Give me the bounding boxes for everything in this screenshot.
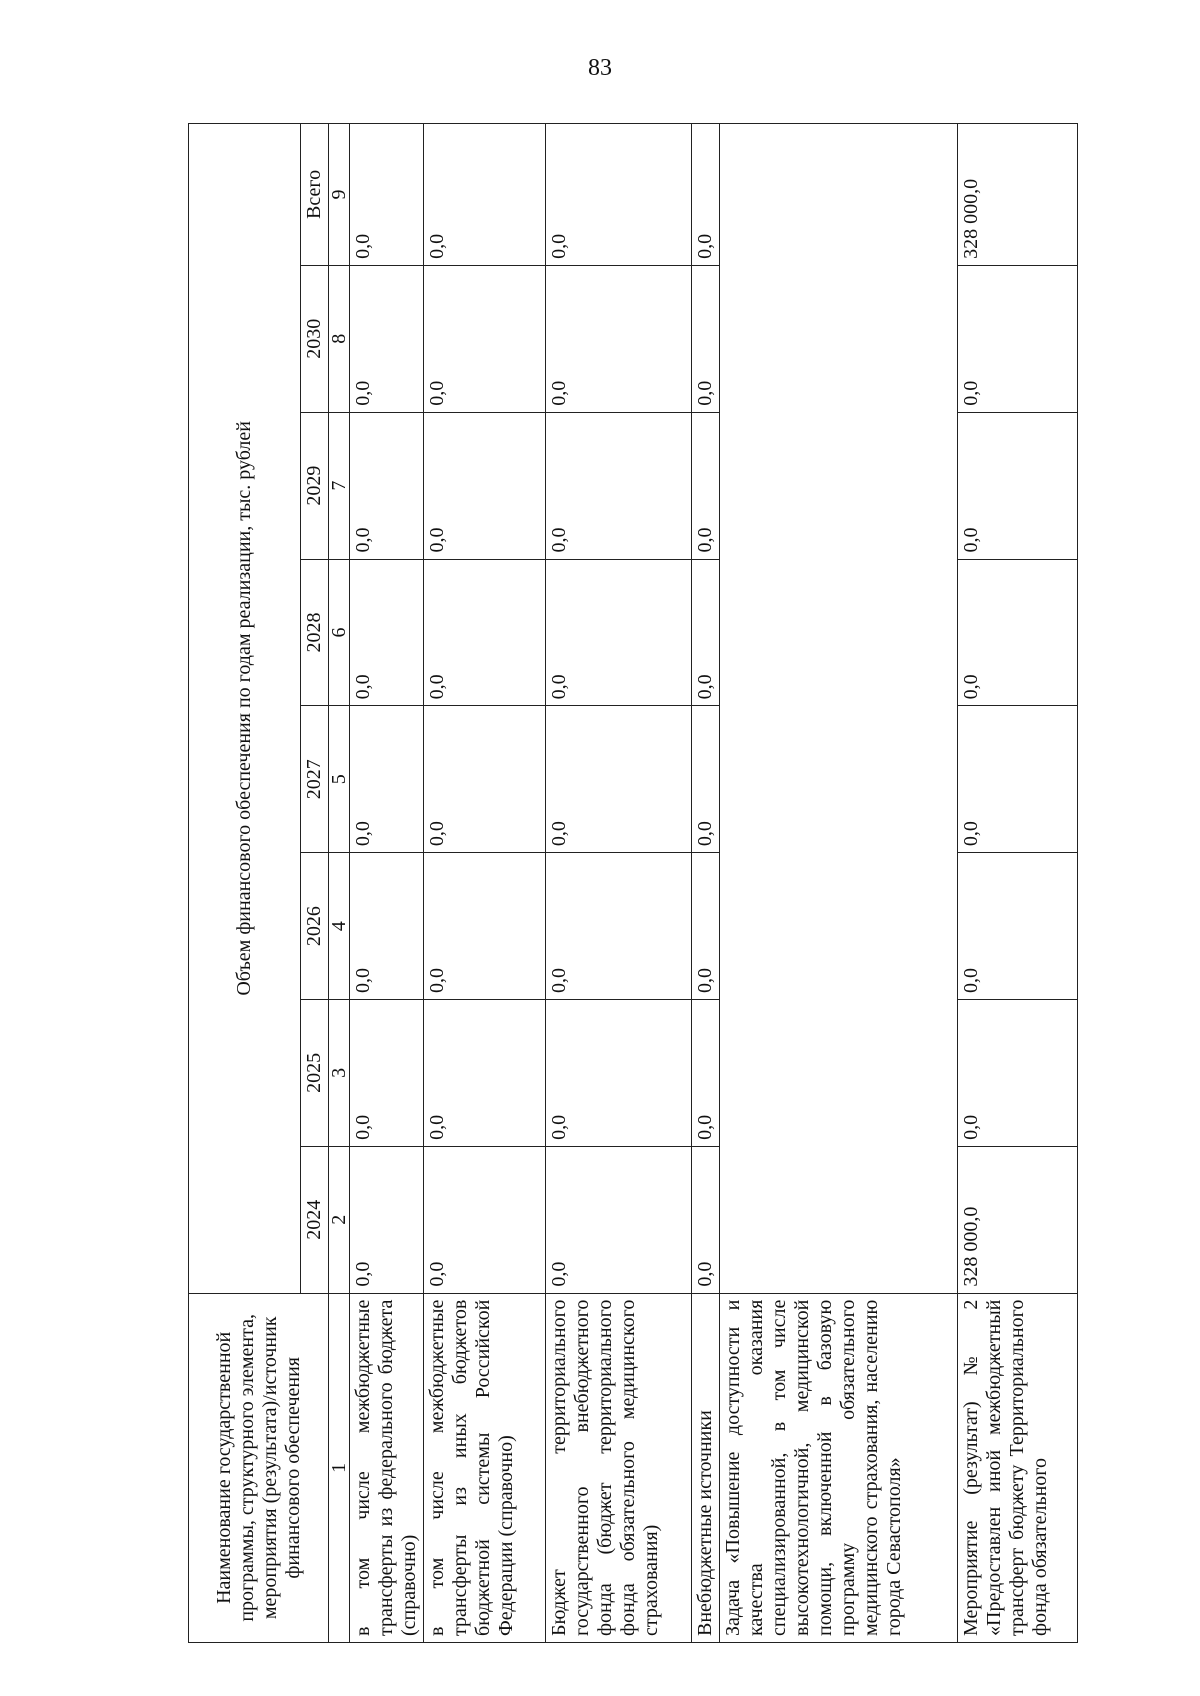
- cell-value: 0,0: [692, 706, 720, 853]
- cell-value: 0,0: [692, 559, 720, 706]
- cell-value: 0,0: [350, 1000, 424, 1147]
- table-row: [692, 124, 720, 1643]
- cell-value: 0,0: [958, 412, 1078, 559]
- header-name-column: Наименование государственной программы, структурного элемента, мероприятия (результата)/источник финансового обеспечения: [189, 1293, 329, 1642]
- cell-value: 0,0: [350, 124, 424, 266]
- cell-value: 0,0: [958, 1000, 1078, 1147]
- cell-value: 0,0: [350, 706, 424, 853]
- cell-value: 0,0: [692, 1000, 720, 1147]
- cell-value: 0,0: [546, 412, 692, 559]
- column-number: 4: [329, 853, 350, 1000]
- cell-value: 0,0: [424, 265, 546, 412]
- column-number: 5: [329, 706, 350, 853]
- cell-value: 0,0: [546, 706, 692, 853]
- cell-value: 0,0: [350, 559, 424, 706]
- header-year: 2030: [301, 265, 329, 412]
- cell-value: 0,0: [424, 1000, 546, 1147]
- row-name: в том числе межбюджетные трансферты из иных бюджетов бюджетной системы Российской Федерации (справочно): [424, 1293, 546, 1642]
- cell-value: 0,0: [424, 124, 546, 266]
- header-year: 2025: [301, 1000, 329, 1147]
- column-number: 6: [329, 559, 350, 706]
- cell-value: 0,0: [958, 853, 1078, 1000]
- cell-value: 0,0: [546, 1146, 692, 1293]
- column-number: 1: [329, 1293, 350, 1642]
- financing-table: [188, 123, 1078, 1643]
- cell-value: 0,0: [546, 124, 692, 266]
- column-number: 9: [329, 124, 350, 266]
- cell-value: 0,0: [958, 706, 1078, 853]
- cell-value: 0,0: [958, 559, 1078, 706]
- header-total: Всего: [301, 124, 329, 266]
- table-row: [424, 124, 546, 1643]
- task-name: Задача «Повышение доступности и качества оказания специализированной, в том числе высокотехнологичной, медицинской помощи, включенной в базовую программу обязательного медицинского страхования, населению города Севастополя»: [720, 1293, 958, 1642]
- row-name: Мероприятие (результат) № 2 «Предоставлен иной межбюджетный трансферт бюджету Территориального фонда обязательного: [958, 1293, 1078, 1642]
- header-year: 2027: [301, 706, 329, 853]
- cell-value: 0,0: [424, 706, 546, 853]
- column-number: 2: [329, 1146, 350, 1293]
- header-year: 2029: [301, 412, 329, 559]
- cell-value: 0,0: [350, 265, 424, 412]
- cell-value: 0,0: [350, 412, 424, 559]
- table-row: [350, 124, 424, 1643]
- cell-value: 328 000,0: [958, 124, 1078, 266]
- cell-value: 0,0: [424, 853, 546, 1000]
- cell-value: 0,0: [692, 1146, 720, 1293]
- cell-value: 0,0: [692, 853, 720, 1000]
- cell-value: 0,0: [424, 412, 546, 559]
- table-row: [546, 124, 692, 1643]
- task-empty-cell: [720, 124, 958, 1294]
- header-year: 2024: [301, 1146, 329, 1293]
- row-name: Бюджет территориального государственного внебюджетного фонда (бюджет территориального фонда обязательного медицинского страхования): [546, 1293, 692, 1642]
- cell-value: 328 000,0: [958, 1146, 1078, 1293]
- table-row: [958, 124, 1078, 1643]
- cell-value: 0,0: [958, 265, 1078, 412]
- row-name: Внебюджетные источники: [692, 1293, 720, 1642]
- table-row: [720, 124, 958, 1643]
- cell-value: 0,0: [692, 124, 720, 266]
- column-number: 8: [329, 265, 350, 412]
- cell-value: 0,0: [350, 1146, 424, 1293]
- header-year: 2028: [301, 559, 329, 706]
- column-number: 7: [329, 412, 350, 559]
- cell-value: 0,0: [424, 559, 546, 706]
- cell-value: 0,0: [692, 412, 720, 559]
- row-name: в том числе межбюджетные трансферты из федерального бюджета (справочно): [350, 1293, 424, 1642]
- cell-value: 0,0: [546, 559, 692, 706]
- cell-value: 0,0: [546, 853, 692, 1000]
- cell-value: 0,0: [546, 265, 692, 412]
- rotated-table-wrapper: [188, 123, 1098, 1643]
- cell-value: 0,0: [546, 1000, 692, 1147]
- header-year: 2026: [301, 853, 329, 1000]
- column-number: 3: [329, 1000, 350, 1147]
- cell-value: 0,0: [350, 853, 424, 1000]
- cell-value: 0,0: [424, 1146, 546, 1293]
- page-number: 83: [588, 55, 612, 81]
- cell-value: 0,0: [692, 265, 720, 412]
- header-volume-title: Объем финансового обеспечения по годам реализации, тыс. рублей: [189, 124, 301, 1294]
